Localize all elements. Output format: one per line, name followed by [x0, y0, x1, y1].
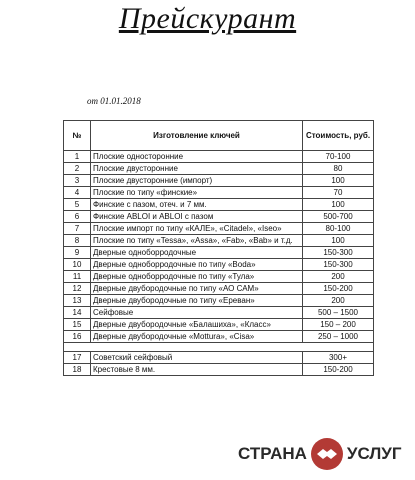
row-service: Плоские односторонние	[91, 151, 303, 163]
row-number: 18	[64, 364, 91, 376]
row-service: Крестовые 8 мм.	[91, 364, 303, 376]
row-price: 100	[303, 235, 374, 247]
row-service: Дверные двубородочные «Балашиха», «Класс»	[91, 319, 303, 331]
row-service: Дверные двубородочные «Mottura», «Cisa»	[91, 331, 303, 343]
handshake-icon	[311, 438, 343, 470]
row-number: 14	[64, 307, 91, 319]
row-price: 150-300	[303, 259, 374, 271]
row-service: Дверные одноборродочные по типу «Тула»	[91, 271, 303, 283]
row-price: 300+	[303, 352, 374, 364]
logo-text-right: УСЛУГ	[346, 444, 402, 463]
row-service: Финские с пазом, отеч. и 7 мм.	[91, 199, 303, 211]
row-service: Плоские двусторонние	[91, 163, 303, 175]
table-row	[64, 364, 374, 376]
row-service: Советский сейфовый	[91, 352, 303, 364]
row-service: Плоские по типу «финские»	[91, 187, 303, 199]
row-price: 150-200	[303, 364, 374, 376]
row-price: 150-200	[303, 283, 374, 295]
row-service: Дверные двубородочные по типу «Ереван»	[91, 295, 303, 307]
row-number: 11	[64, 271, 91, 283]
row-number: 9	[64, 247, 91, 259]
table-row	[64, 295, 374, 307]
price-date: от 01.01.2018	[87, 96, 141, 106]
brand-logo	[238, 436, 410, 472]
table-row	[64, 259, 374, 271]
row-service: Финские ABLOI и ABLOI с пазом	[91, 211, 303, 223]
logo-text-left: СТРАНА	[238, 444, 307, 463]
row-service: Дверные одноборродочные	[91, 247, 303, 259]
table-row	[64, 187, 374, 199]
table-row	[64, 151, 374, 163]
row-number: 17	[64, 352, 91, 364]
row-price: 100	[303, 199, 374, 211]
price-rows	[64, 151, 374, 343]
row-service: Плоские по типу «Tessa», «Assa», «Fab», «Bab» и т.д.	[91, 235, 303, 247]
row-price: 200	[303, 271, 374, 283]
table-row	[64, 319, 374, 331]
row-number: 16	[64, 331, 91, 343]
row-number: 10	[64, 259, 91, 271]
page-title: Прейскурант	[118, 2, 297, 35]
table-row	[64, 223, 374, 235]
table-row	[64, 307, 374, 319]
table-row	[64, 163, 374, 175]
row-price: 150-300	[303, 247, 374, 259]
table-row	[64, 175, 374, 187]
row-service: Сейфовые	[91, 307, 303, 319]
row-price: 100	[303, 175, 374, 187]
row-number: 3	[64, 175, 91, 187]
row-price: 200	[303, 295, 374, 307]
row-price: 70	[303, 187, 374, 199]
table-header-row	[64, 121, 374, 151]
table-row	[64, 199, 374, 211]
row-number: 12	[64, 283, 91, 295]
row-number: 4	[64, 187, 91, 199]
table-row	[64, 235, 374, 247]
table-row	[64, 352, 374, 364]
price-table	[63, 120, 374, 376]
row-number: 8	[64, 235, 91, 247]
table-row	[64, 331, 374, 343]
row-service: Плоские импорт по типу «КАЛЕ», «Citadel», «Iseo»	[91, 223, 303, 235]
row-number: 5	[64, 199, 91, 211]
row-price: 250 – 1000	[303, 331, 374, 343]
row-service: Дверные одноборродочные по типу «Boda»	[91, 259, 303, 271]
header-number: №	[64, 121, 91, 151]
table-row	[64, 247, 374, 259]
row-service: Дверные двубородочные по типу «АО САМ»	[91, 283, 303, 295]
row-price: 70-100	[303, 151, 374, 163]
row-number: 2	[64, 163, 91, 175]
header-service: Изготовление ключей	[91, 121, 303, 151]
row-number: 15	[64, 319, 91, 331]
table-gap	[64, 343, 374, 352]
row-number: 1	[64, 151, 91, 163]
row-price: 500 – 1500	[303, 307, 374, 319]
row-price: 80	[303, 163, 374, 175]
row-number: 7	[64, 223, 91, 235]
row-price: 500-700	[303, 211, 374, 223]
row-price: 150 – 200	[303, 319, 374, 331]
row-number: 6	[64, 211, 91, 223]
row-number: 13	[64, 295, 91, 307]
table-row	[64, 271, 374, 283]
header-price: Стоимость, руб.	[303, 121, 374, 151]
table-row	[64, 283, 374, 295]
price-rows-extra	[64, 352, 374, 376]
row-service: Плоские двусторонние (импорт)	[91, 175, 303, 187]
table-row	[64, 211, 374, 223]
row-price: 80-100	[303, 223, 374, 235]
